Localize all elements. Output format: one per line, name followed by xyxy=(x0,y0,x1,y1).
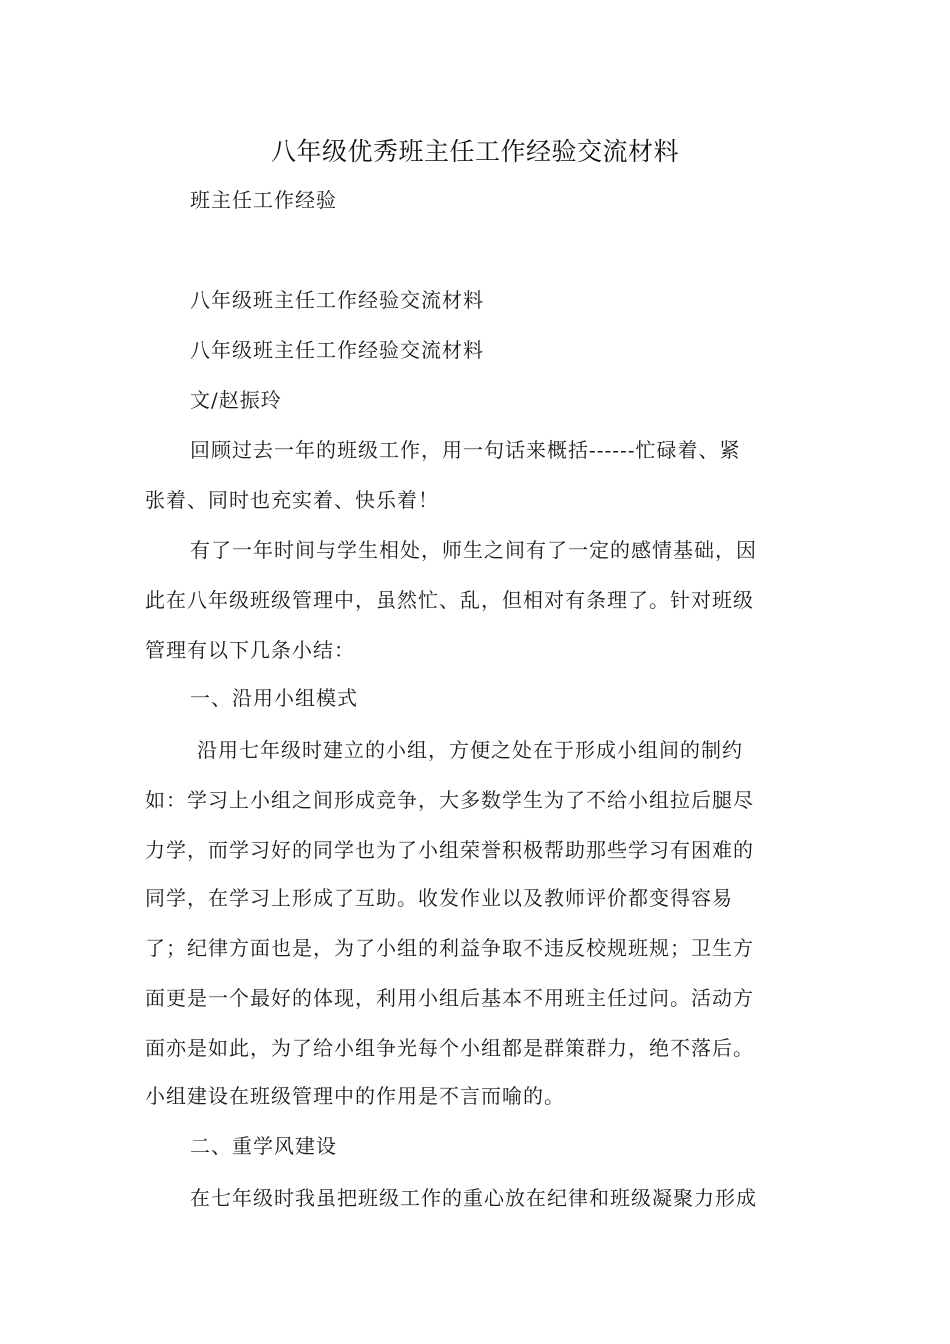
section-heading: 二、重学风建设 xyxy=(190,1134,337,1158)
section-heading: 一、沿用小组模式 xyxy=(190,686,358,710)
paragraph-line: 有了一年时间与学生相处，师生之间有了一定的感情基础，因 xyxy=(190,538,757,562)
subtitle-line: 班主任工作经验 xyxy=(190,188,337,212)
author-line: 文/赵振玲 xyxy=(190,388,282,412)
paragraph-line: 力学，而学习好的同学也为了小组荣誉积极帮助那些学习有困难的 xyxy=(145,838,754,862)
document-title: 八年级优秀班主任工作经验交流材料 xyxy=(270,137,679,166)
paragraph-line: 面更是一个最好的体现，利用小组后基本不用班主任过问。活动方 xyxy=(145,986,754,1010)
paragraph-line: 此在八年级班级管理中，虽然忙、乱，但相对有条理了。针对班级 xyxy=(145,588,754,612)
paragraph-line: 同学，在学习上形成了互助。收发作业以及教师评价都变得容易 xyxy=(145,886,733,910)
heading-line: 八年级班主任工作经验交流材料 xyxy=(190,288,484,312)
paragraph-line: 管理有以下几条小结： xyxy=(145,638,355,662)
paragraph-line: 了；纪律方面也是，为了小组的利益争取不违反校规班规；卫生方 xyxy=(145,936,754,960)
paragraph-line: 沿用七年级时建立的小组，方便之处在于形成小组间的制约 xyxy=(197,738,743,762)
paragraph-line: 小组建设在班级管理中的作用是不言而喻的。 xyxy=(145,1084,565,1108)
paragraph-line: 如：学习上小组之间形成竞争，大多数学生为了不给小组拉后腿尽 xyxy=(145,788,754,812)
paragraph-line: 面亦是如此，为了给小组争光每个小组都是群策群力，绝不落后。 xyxy=(145,1036,754,1060)
paragraph-line: 在七年级时我虽把班级工作的重心放在纪律和班级凝聚力形成 xyxy=(190,1186,757,1210)
paragraph-line: 张着、同时也充实着、快乐着！ xyxy=(145,488,439,512)
paragraph-line: 回顾过去一年的班级工作，用一句话来概括------忙碌着、紧 xyxy=(190,438,741,462)
heading-line: 八年级班主任工作经验交流材料 xyxy=(190,338,484,362)
